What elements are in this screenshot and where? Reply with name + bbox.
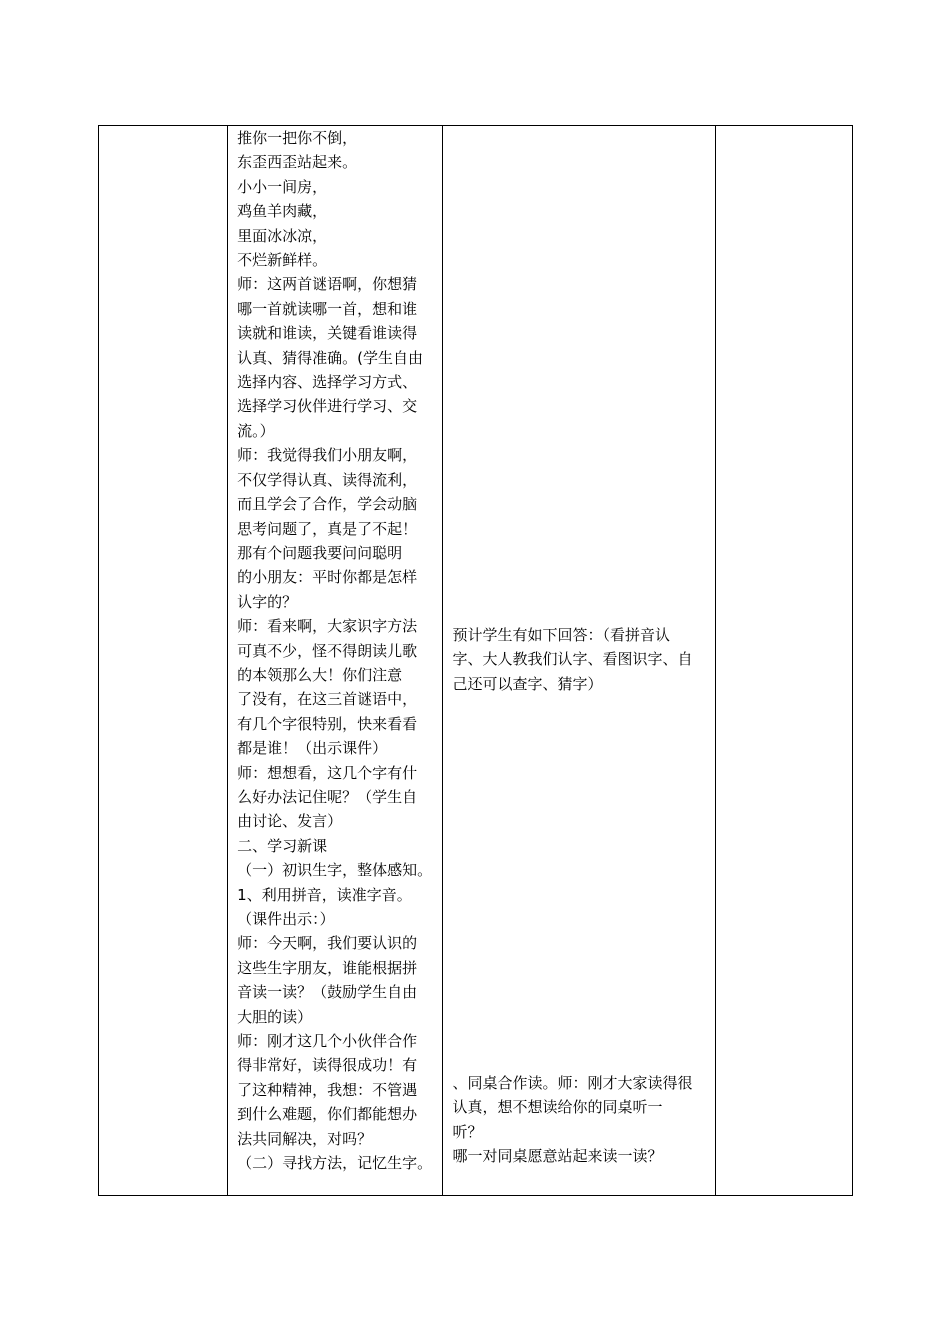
table-row [99,126,853,1196]
text-line: 音读一读？（鼓励学生自由 [237,983,418,1002]
text-line: 小小一间房， [237,177,328,196]
text-line: 里面冰冰凉， [237,226,328,245]
text-line: 认真，想不想读给你的同桌听一 [452,1098,663,1117]
text-line: 推你一把你不倒， [237,129,358,147]
text-line: 么好办法记住呢？（学生自 [237,787,418,806]
text-line: 的小朋友：平时你都是怎样 [237,568,418,587]
text-line: 思考问题了，真是了不起！ [237,519,418,538]
text-line: 师：刚才这几个小伙伴合作 [237,1032,418,1051]
text-line: 师：想想看，这几个字有什 [237,763,418,782]
text-line: 法共同解决，对吗？ [237,1129,373,1148]
text-line: 哪一首就读哪一首，想和谁 [237,299,418,318]
text-line: 哪一对同桌愿意站起来读一读？ [452,1147,663,1166]
text-line: 师：我觉得我们小朋友啊， [237,446,418,465]
text-line: 都是谁！（出示课件） [237,739,388,758]
text-line: 师：看来啊，大家识字方法 [237,617,418,636]
text-line: 鸡鱼羊肉藏， [237,202,328,221]
text-line: 选择学习伙伴进行学习、交 [237,397,418,416]
teaching-process-cell [228,126,443,1196]
text-line: （一）初识生字，整体感知。 [237,861,433,880]
text-line: 听？ [452,1122,483,1141]
text-line: 读就和谁读，关键看谁读得 [237,324,418,343]
text-line: 了这种精神，我想：不管遇 [237,1080,418,1099]
teaching-process-text [228,126,442,1175]
text-line: 得非常好，读得很成功！有 [237,1056,418,1075]
text-line: 那有个问题我要问问聪明 [237,543,403,562]
text-line: 1、利用拼音，读准字音。 [237,885,412,904]
text-line: 师：今天啊，我们要认识的 [237,934,418,953]
text-line: 可真不少，怪不得朗读儿歌 [237,641,418,660]
text-line: 有几个字很特别，快来看看 [237,714,418,733]
expected-answers-note [452,623,692,696]
text-line: 了没有，在这三首谜语中， [237,690,418,709]
text-line: 预计学生有如下回答：（看拼音认 [452,626,670,644]
text-line: 到什么难题，你们都能想办 [237,1105,418,1124]
text-line: 由讨论、发言） [237,812,343,831]
text-line: 而且学会了合作，学会动脑 [237,495,418,514]
text-line: 东歪西歪站起来。 [237,153,358,172]
text-line: 认真、猜得准确。(学生自由 [237,348,424,367]
text-line: 认字的？ [237,592,298,611]
lesson-plan-table [98,125,853,1196]
text-line: 不烂新鲜样。 [237,251,328,270]
design-notes-cell [443,126,715,1196]
text-line: 二、学习新课 [237,836,328,855]
design-notes [443,126,714,1195]
text-line: 的本领那么大！你们注意 [237,665,403,684]
text-line: 字、大人教我们认字、看图识字、自 [452,650,693,669]
text-line: 不仅学得认真、读得流利， [237,470,418,489]
column-1-cell [99,126,228,1196]
text-line: 流。） [237,421,275,440]
text-line: 大胆的读） [237,1007,313,1026]
text-line: 己还可以查字、猜字） [452,674,603,693]
text-line: 师：这两首谜语啊，你想猜 [237,275,418,294]
column-4-cell [715,126,852,1196]
text-line: 选择内容、选择学习方式、 [237,373,418,392]
partner-reading-note [452,1071,692,1169]
text-line: 这些生字朋友，谁能根据拼 [237,958,418,977]
text-line: （课件出示：） [237,910,335,928]
text-line: （二）寻找方法，记忆生字。 [237,1154,433,1173]
text-line: 、同桌合作读。师：刚才大家读得很 [452,1074,693,1092]
